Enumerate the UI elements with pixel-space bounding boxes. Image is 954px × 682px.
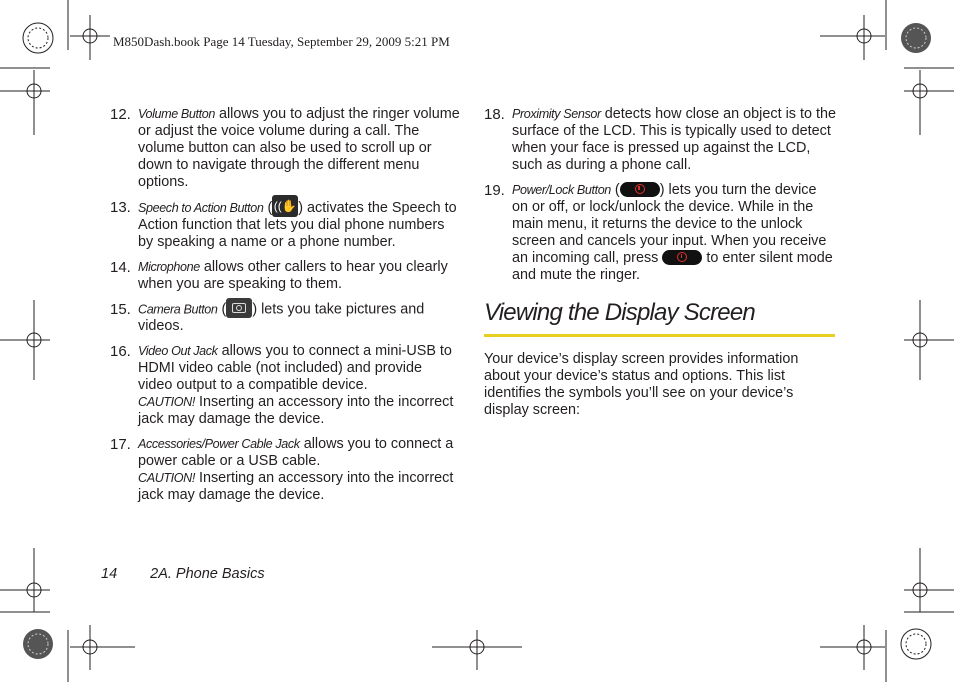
item-open-paren: ( [267,199,273,216]
item-text: detects how close an object is to the surface of the LCD. This is typically used to detect when your face is pressed up against the LCD, such as during a phone call. [512,106,836,173]
list-item [484,182,836,284]
section-rule [484,334,835,337]
item-open-paren: ( [221,301,227,318]
item-term: Speech to Action Button [138,200,264,215]
item-text-tail: to enter silent mode and mute the ringer. [512,250,833,283]
camera-icon [226,298,252,318]
power-button-icon [620,182,660,197]
list-item [110,259,460,293]
list-item [110,301,460,335]
item-number: 15. [110,301,131,318]
item-number: 19. [484,182,505,199]
item-text: ) lets you take pictures and videos. [138,301,425,335]
item-number: 16. [110,343,131,361]
item-term: Camera Button [138,302,218,317]
item-text: ) lets you turn the device on or off, or lock/unlock the device. While in the main menu, it returns the device to the unlock screen and cancels your input. When you receive an incoming call, press [512,182,827,266]
caution-text: Inserting an accessory into the incorrect jack may damage the device. [138,470,454,504]
speech-to-action-icon: ((✋ [272,195,298,217]
list-item [110,199,460,251]
list-item [110,106,460,191]
item-term: Proximity Sensor [512,107,601,121]
power-button-icon [662,250,702,265]
item-number: 14. [110,259,131,276]
list-item [110,436,460,504]
item-text: allows you to connect a mini-USB to HDMI video cable (not included) and provide video output to a compatible device. [138,343,452,394]
item-term: Power/Lock Button [512,183,611,197]
caution-note [138,470,460,504]
item-number: 12. [110,106,131,123]
item-open-paren: ( [614,182,620,198]
section-intro: Your device’s display screen provides information about your device’s status and options. This list identifies the symbols you’ll see on your device’s display screen: [484,351,799,418]
caution-text: Inserting an accessory into the incorrect jack may damage the device. [138,394,454,428]
caution-note [138,394,460,428]
left-column [110,106,460,512]
section-title: Viewing the Display Screen [484,299,755,326]
caution-label: CAUTION! [138,395,195,410]
right-column [484,106,836,292]
list-item [110,343,460,428]
item-term: Accessories/Power Cable Jack [138,437,300,452]
running-head: M850Dash.book Page 14 Tuesday, September 29, 2009 5:21 PM [113,34,450,49]
page-footer [101,566,265,582]
item-number: 17. [110,436,131,454]
list-item [484,106,836,174]
item-text: allows you to connect a power cable or a USB cable. [138,436,454,470]
item-number: 18. [484,106,505,123]
caution-label: CAUTION! [138,471,195,486]
item-text: ) activates the Speech to Action function that lets you dial phone numbers by speaking a name or a phone number. [138,199,457,250]
item-text: allows other callers to hear you clearly when you are speaking to them. [138,259,448,292]
item-number: 13. [110,199,131,216]
item-text: allows you to adjust the ringer volume or adjust the voice volume during a call. The volume button can also be used to scroll up or down to navigate through the different menu options. [138,106,460,190]
footer-section-name: 2A. Phone Basics [150,566,265,582]
page-number: 14 [101,566,118,582]
item-term: Microphone [138,260,200,274]
item-term: Video Out Jack [138,344,218,359]
item-term: Volume Button [138,107,215,121]
